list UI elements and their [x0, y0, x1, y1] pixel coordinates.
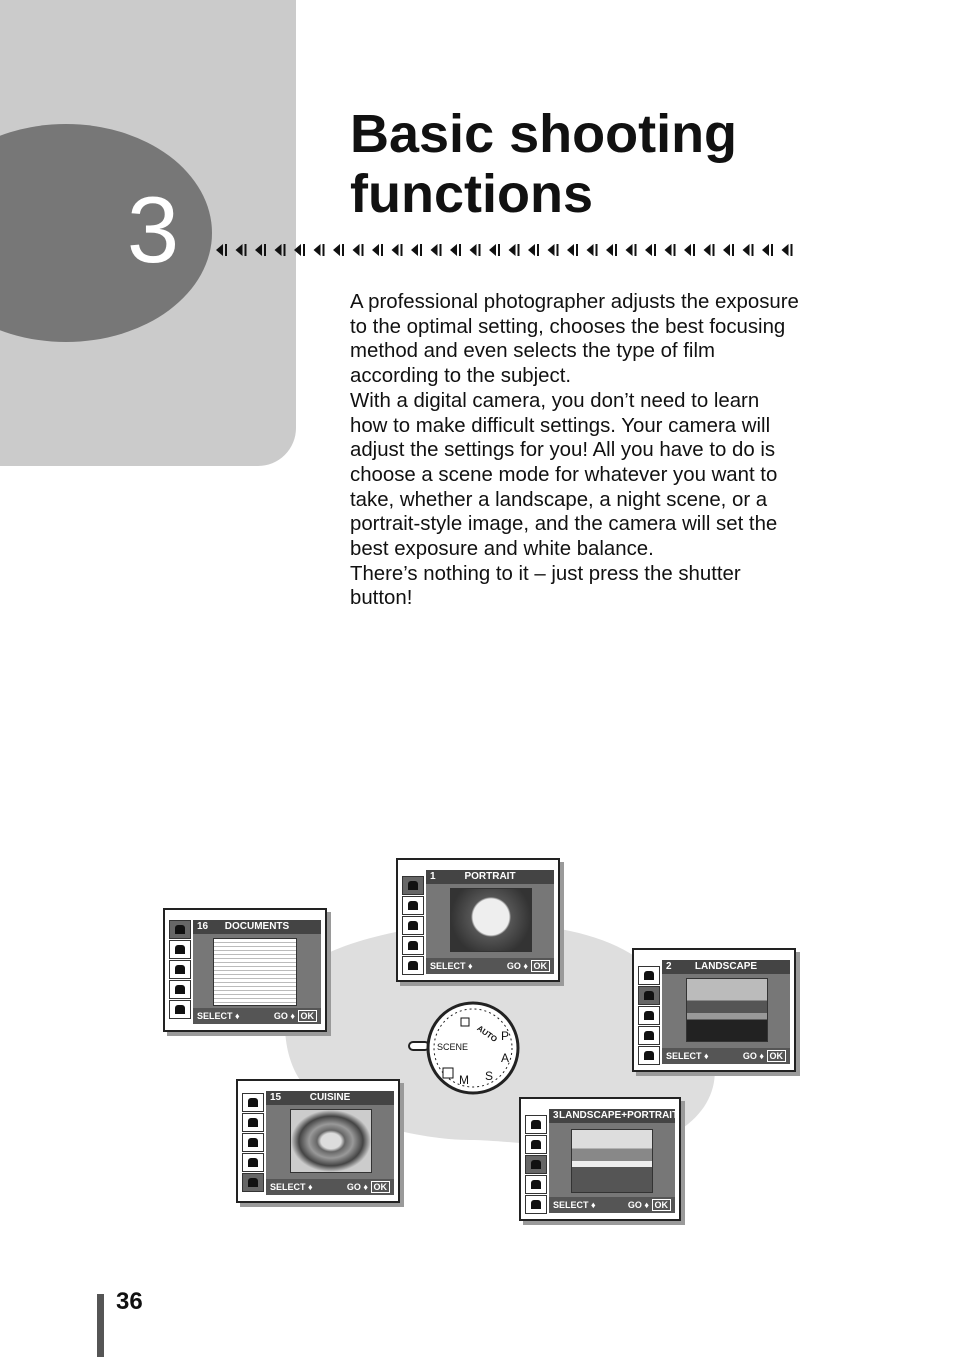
- scene-screen-landscape-portrait: 3 LANDSCAPE+PORTRAIT SELECT ♦ GO ♦ OK: [519, 1097, 681, 1221]
- arrow-mark: [489, 244, 500, 256]
- scene-screen-documents: 16 DOCUMENTS SELECT ♦ GO ♦ OK: [163, 908, 327, 1032]
- arrow-mark: [762, 244, 773, 256]
- arrow-mark: [743, 244, 754, 256]
- dial-label-auto: AUTO: [475, 1023, 499, 1044]
- arrow-mark: [626, 244, 637, 256]
- cuisine-preview-image: [290, 1109, 372, 1173]
- page-number-bar: [97, 1294, 104, 1357]
- scene-number: 2: [666, 961, 672, 972]
- arrow-mark: [606, 244, 617, 256]
- scene-number: 1: [430, 871, 436, 882]
- scene-title: DOCUMENTS: [224, 921, 290, 932]
- arrow-mark: [392, 244, 403, 256]
- decorative-arrow-row: [212, 238, 802, 262]
- arrow-mark: [450, 244, 461, 256]
- arrow-mark: [470, 244, 481, 256]
- chapter-number: 3: [126, 177, 180, 282]
- arrow-mark: [255, 244, 266, 256]
- intro-paragraph: There’s nothing to it – just press the shutter button!: [350, 562, 741, 610]
- arrow-mark: [333, 244, 344, 256]
- scene-number: 15: [270, 1092, 282, 1103]
- arrow-mark: [704, 244, 715, 256]
- portrait-preview-image: [450, 888, 532, 952]
- arrow-mark: [372, 244, 383, 256]
- landscape-preview-image: [686, 978, 768, 1042]
- arrow-mark: [684, 244, 695, 256]
- intro-text: [350, 290, 800, 611]
- dial-label-scene: SCENE: [437, 1042, 469, 1052]
- document-preview-image: [213, 938, 297, 1006]
- dial-label-a: A: [501, 1051, 510, 1065]
- arrow-mark: [314, 244, 325, 256]
- scene-title: PORTRAIT: [464, 871, 516, 882]
- landscape-portrait-preview-image: [571, 1129, 653, 1193]
- scene-title: LANDSCAPE+PORTRAIT: [559, 1110, 679, 1121]
- arrow-mark: [723, 244, 734, 256]
- scene-screen-cuisine: 15 CUISINE SELECT ♦ GO ♦ OK: [236, 1079, 400, 1203]
- arrow-mark: [509, 244, 520, 256]
- arrow-mark: [236, 244, 247, 256]
- arrow-mark: [353, 244, 364, 256]
- arrow-mark: [294, 244, 305, 256]
- arrow-mark: [275, 244, 286, 256]
- arrow-mark: [411, 244, 422, 256]
- arrow-mark: [548, 244, 559, 256]
- arrow-mark: [587, 244, 598, 256]
- arrow-mark: [528, 244, 539, 256]
- chapter-title-line2: functions: [350, 164, 593, 224]
- chapter-title: [350, 104, 737, 224]
- dial-label-m: M: [459, 1073, 469, 1087]
- intro-paragraph: With a digital camera, you don’t need to learn how to make difficult settings. Your camera will adjust the settings for you! All you have to do is choose a scene mode for whatever you want to take, whether a landscape, a night scene, or a portrait-style image, and the camera will set the best exposure and white balance.: [350, 389, 778, 561]
- page-number: 36: [116, 1288, 143, 1315]
- intro-paragraph: A professional photographer adjusts the exposure to the optimal setting, chooses the best focusing method and even selects the type of film according to the subject.: [350, 291, 799, 388]
- scene-number: 16: [197, 921, 209, 932]
- dial-label-s: S: [485, 1069, 494, 1083]
- arrow-mark: [645, 244, 656, 256]
- arrow-mark: [216, 244, 227, 256]
- arrow-mark: [665, 244, 676, 256]
- dial-label-p: P: [501, 1029, 510, 1043]
- arrow-mark: [567, 244, 578, 256]
- chapter-title-line1: Basic shooting: [350, 104, 738, 164]
- scene-screen-portrait: 1 PORTRAIT SELECT ♦ GO ♦ OK: [396, 858, 560, 982]
- scene-screen-landscape: 2 LANDSCAPE SELECT ♦ GO ♦ OK: [632, 948, 796, 1072]
- scene-title: LANDSCAPE: [694, 961, 758, 972]
- scene-title: CUISINE: [309, 1092, 351, 1103]
- arrow-mark: [431, 244, 442, 256]
- scene-number: 3: [553, 1110, 559, 1121]
- arrow-mark: [782, 244, 793, 256]
